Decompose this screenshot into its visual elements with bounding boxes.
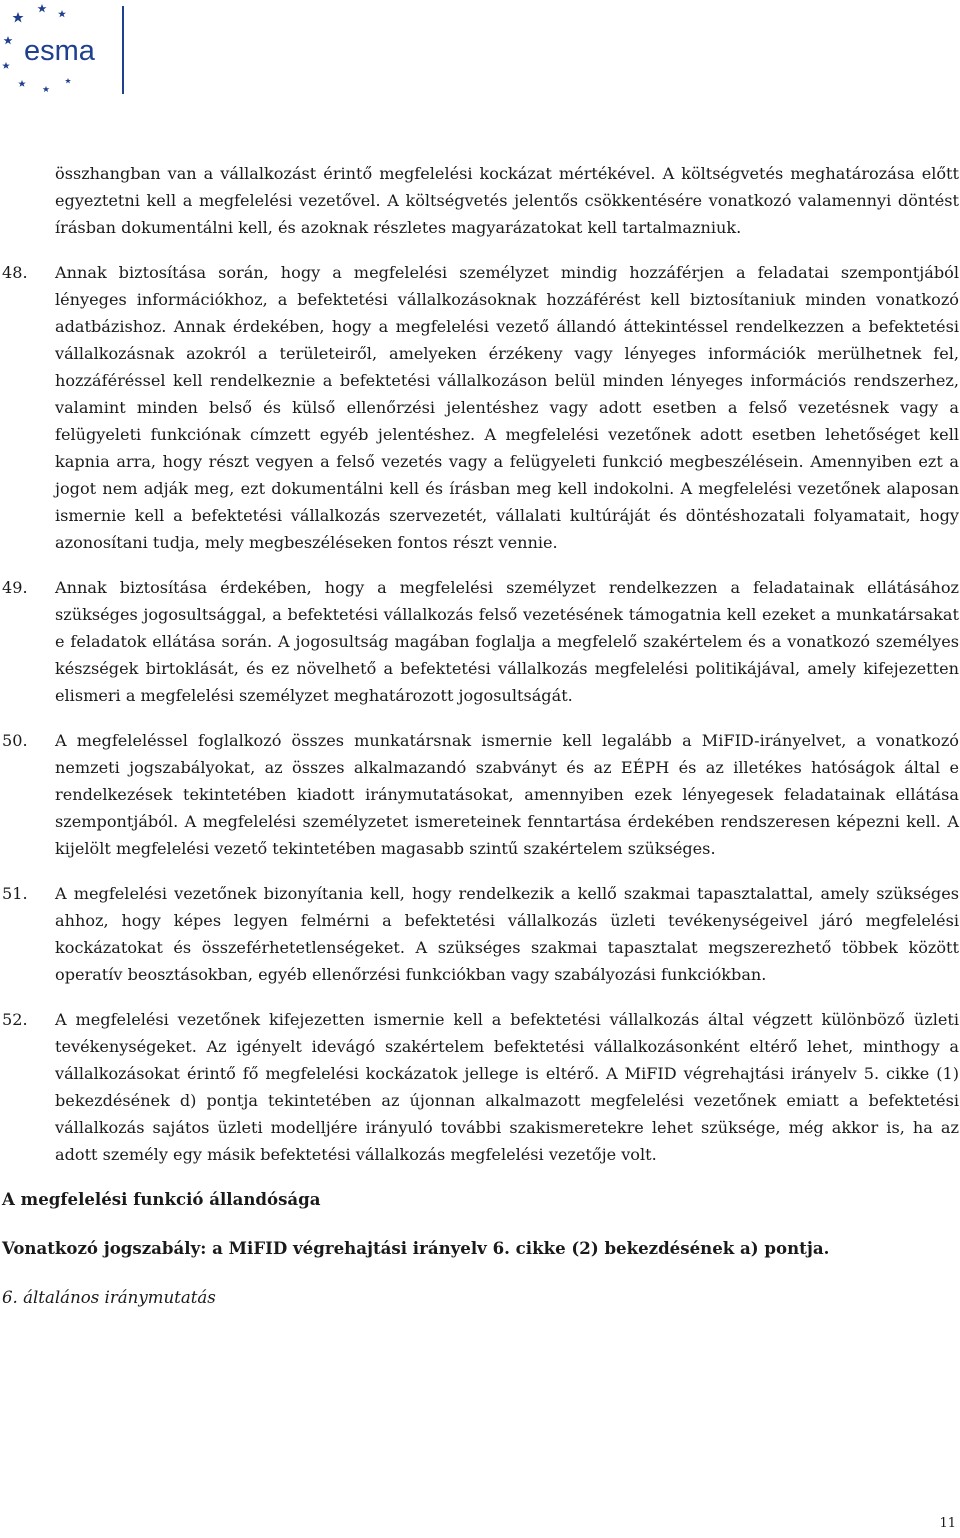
paragraph-number: 50. bbox=[2, 731, 28, 750]
esma-logo bbox=[0, 0, 130, 100]
paragraph-text: A megfelelési vezetőnek kifejezetten ismernie kell a befektetési vállalkozás által végzett különböző üzleti tevékenységeket. Az igényelt idevágó szakértelem befektetési vállalkozásonként eltérő lehet, minthogy a vállalkozásokat érintő fő megfelelési kockázatok jellege is eltérő. A MiFID végrehajtási irányelv 5. cikke (1) bekezdésének d) pontja tekintetében az újonnan alkalmazott megfelelési vezetőnek emiatt a befektetési vállalkozás sajátos üzleti modelljére irányuló további szakismeretekre lehet szüksége, még akkor is, ha az adott személy egy másik befektetési vállalkozás megfelelési vezetője volt. bbox=[55, 1010, 959, 1164]
paragraph-50 bbox=[0, 727, 960, 862]
paragraph-52 bbox=[0, 1006, 960, 1168]
paragraph-number: 48. bbox=[2, 263, 28, 282]
paragraph-number: 51. bbox=[2, 884, 28, 903]
paragraph-51 bbox=[0, 880, 960, 988]
paragraph-text: Annak biztosítása során, hogy a megfelelési személyzet mindig hozzáférjen a feladatai szempontjából lényeges információkhoz, a befektetési vállalkozásoknak hozzáférést kell biztosítaniuk minden vonatkozó adatbázishoz. Annak érdekében, hogy a megfelelési vezető állandó áttekintéssel rendelkezzen a befektetési vállalkozásnak azokról a területeiről, amelyeken érzékeny vagy lényeges információk merülhetnek fel, hozzáféréssel kell rendelkeznie a befektetési vállalkozáson belül minden lényeges információs rendszerhez, valamint minden belső és külső ellenőrzési jelentéshez vagy adott esetben a felső vezetésnek vagy a felügyeleti funkciónak címzett egyéb jelentéshez. A megfelelési vezetőnek adott esetben lehetőséget kell kapnia arra, hogy részt vegyen a felső vezetés vagy a felügyeleti funkció megbeszélésein. Amennyiben ezt a jogot nem adják meg, ezt dokumentálni kell és írásban meg kell indokolni. A megfelelési vezetőnek alaposan ismernie kell a befektetési vállalkozás szervezetét, vállalati kultúráját és döntéshozatali folyamatait, hogy azonosítani tudja, mely megbeszéléseken fontos részt vennie. bbox=[55, 263, 959, 552]
paragraph-text: A megfelelési vezetőnek bizonyítania kell, hogy rendelkezik a kellő szakmai tapasztalattal, amely szükséges ahhoz, hogy képes legyen felmérni a befektetési vállalkozás üzleti tevékenységeivel járó megfelelési kockázatokat és összeférhetetlenségeket. A szükséges szakmai tapasztalat megszerezhető többek között operatív beosztásokban, egyéb ellenőrzési funkciókban vagy szabályozási funkciókban. bbox=[55, 884, 959, 984]
intro-paragraph: összhangban van a vállalkozást érintő megfelelési kockázat mértékével. A költségvetés meghatározása előtt egyeztetni kell a megfelelési vezetővel. A költségvetés jelentős csökkentésére vonatkozó valamennyi döntést írásban dokumentálni kell, és azoknak részletes magyarázatokat kell tartalmazniuk. bbox=[55, 164, 959, 237]
logo-divider bbox=[122, 6, 124, 94]
page-number: 11 bbox=[939, 1516, 956, 1531]
paragraph-48 bbox=[0, 259, 960, 556]
paragraph-49 bbox=[0, 574, 960, 709]
logo-text: esma bbox=[24, 35, 95, 67]
paragraph-number: 52. bbox=[2, 1010, 28, 1029]
guideline-heading: 6. általános iránymutatás bbox=[2, 1288, 216, 1307]
section-title: A megfelelési funkció állandósága bbox=[2, 1189, 321, 1209]
regulation-reference: Vonatkozó jogszabály: a MiFID végrehajtási irányelv 6. cikke (2) bekezdésének a) pontja. bbox=[2, 1238, 830, 1258]
paragraph-number: 49. bbox=[2, 578, 28, 597]
paragraph-text: A megfeleléssel foglalkozó összes munkatársnak ismernie kell legalább a MiFID-irányelvet, a vonatkozó nemzeti jogszabályokat, az összes alkalmazandó szabványt és az EÉPH és az illetékes hatóságok által e rendelkezések tekintetében kiadott iránymutatásokat, amennyiben ezek lényegesek feladatainak ellátása szempontjából. A megfelelési személyzetet ismereteinek fenntartása érdekében rendszeresen képezni kell. A kijelölt megfelelési vezető tekintetében magasabb szintű szakértelem szükséges. bbox=[55, 731, 959, 858]
paragraph-text: Annak biztosítása érdekében, hogy a megfelelési személyzet rendelkezzen a feladatainak ellátásához szükséges jogosultsággal, a befektetési vállalkozás felső vezetésének támogatnia kell ezeket a munkatársakat e feladatok ellátása során. A jogosultság magában foglalja a megfelelő szakértelem és a vonatkozó személyes készségek birtoklását, és ez növelhető a befektetési vállalkozás megfelelési politikájával, amely kifejezetten elismeri a megfelelési személyzet meghatározott jogosultságát. bbox=[55, 578, 959, 705]
document-body bbox=[0, 160, 960, 1311]
